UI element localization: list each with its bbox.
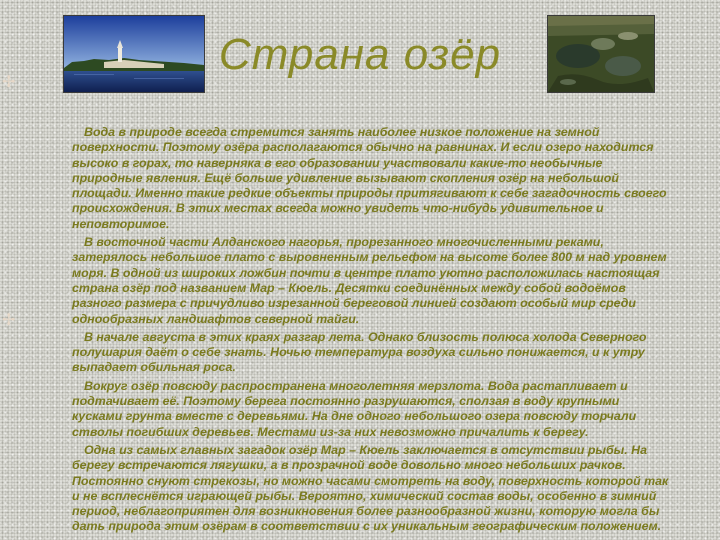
paragraph: Вокруг озёр повсюду распространена многолетняя мерзлота. Вода растапливает и подтачивает её. Поэтому берега постоянно разрушаются, сползая в воду крупными кусками грунта вместе с деревьями. На дне одного небольшого озера повсюду торчали стволы погибших деревьев. Местами из-за них невозможно причалить к берегу. — [72, 378, 637, 439]
decorative-ornament: ✢ — [2, 312, 16, 329]
paragraph: Одна из самых главных загадок озёр Мар – Кюель заключается в отсутствии рыбы. На берегу встречаются лягушки, а в прозрачной воде довольно много небольших рачков. Постоянно снуют стрекозы, но можно часами смотреть на воду, поверхность которой так и не всплеснётся играющей рыбы. Вероятно, химический состав воды, особенно в зимний период, неблагоприятен для возникновения более разнообразной жизни, которую могла бы дать природа этим озёрам в соответствии с их уникальным географическим положением. — [72, 442, 669, 534]
paragraph: В восточной части Алданского нагорья, прорезанного многочисленными реками, затерялось небольшое плато с выровненным рельефом на высоте более 800 м над уровнем моря. В одной из широких ложбин почти в центре плато уютно расположилась настоящая страна озёр под названием Мар – Кюель. Десятки соединённых между собой водоёмов разного размера с причудливо изрезанной береговой линией создают особый мир среди однообразных ландшафтов северной тайги. — [72, 235, 667, 326]
paragraph: В начале августа в этих краях разгар лета. Однако близость полюса холода Северного полушария даёт о себе знать. Ночью температура воздуха сильно понижается, и к утру выпадает обильная роса. — [72, 329, 647, 375]
decorative-ornament: ✢ — [2, 74, 16, 91]
article-body — [72, 125, 672, 538]
paragraph: Вода в природе всегда стремится занять наиболее низкое положение на земной поверхности. Поэтому озёра располагаются обычно на равнинах. И если озеро находится высоко в горах, то наверняка в его образовании участвовали какие-то необычные природные явления. Ещё больше удивление вызывают скопления озёр на небольшой площади. Именно такие редкие объекты природы притягивают к себе загадочность своего происхождения. В этих местах всегда можно увидеть что-нибудь удивительное и неповторимое. — [72, 125, 667, 231]
page-title: Страна озёр — [218, 30, 502, 79]
